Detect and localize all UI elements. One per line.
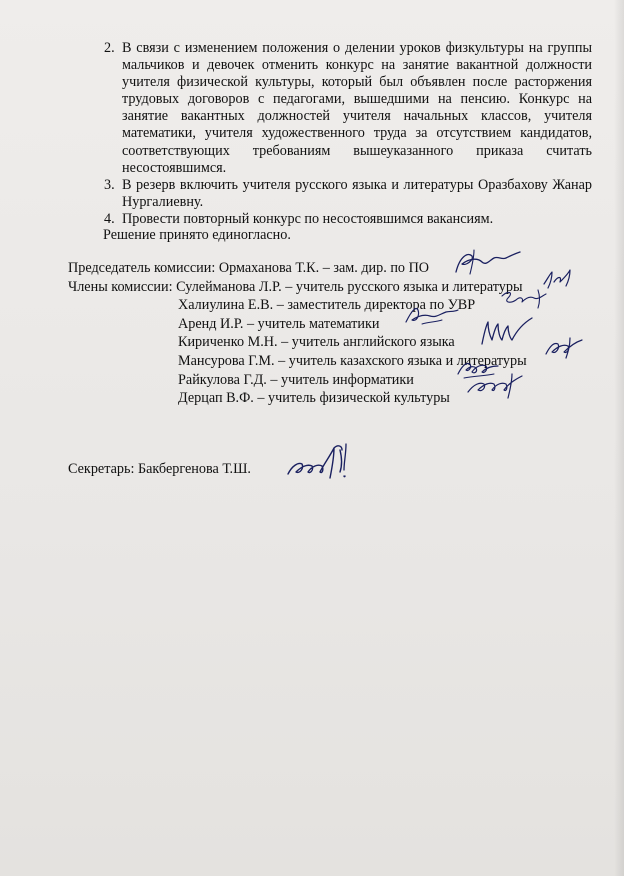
chair-signature bbox=[452, 246, 524, 276]
list-item bbox=[104, 177, 592, 211]
member-line: Кириченко М.Н. – учитель английского языка bbox=[178, 334, 455, 351]
item-number: 2. bbox=[104, 40, 115, 56]
item-number: 4. bbox=[104, 210, 115, 227]
list-item bbox=[104, 40, 592, 177]
member-line: Дерцап В.Ф. – учитель физической культуры bbox=[178, 390, 450, 407]
resolution-list bbox=[104, 40, 592, 228]
member-line: Аренд И.Р. – учитель математики bbox=[178, 315, 380, 332]
member-signature bbox=[540, 334, 590, 360]
chair-line: Председатель комиссии: Ормаханова Т.К. – зам. дир. по ПО bbox=[68, 260, 430, 276]
member-line: Халиулина Е.В. – заместитель директора по УВР bbox=[178, 297, 476, 314]
member-line: Райкулова Г.Д. – учитель информатики bbox=[178, 371, 414, 388]
members-first-line bbox=[68, 278, 527, 297]
list-item bbox=[104, 211, 592, 228]
item-text: В резерв включить учителя русского языка и литературы Оразбахову Жанар Нургалиевну. bbox=[122, 176, 592, 210]
member-signature bbox=[464, 370, 530, 400]
members-label: Члены комиссии: bbox=[68, 278, 173, 295]
member-line: Сулейманова Л.Р. – учитель русского языка и литературы bbox=[176, 278, 523, 295]
item-text: Провести повторный конкурс по несостоявшимся вакансиям. bbox=[122, 210, 494, 227]
secretary-signature bbox=[282, 440, 354, 486]
member-signature bbox=[496, 286, 556, 310]
decision-text: Решение принято единогласно. bbox=[103, 227, 291, 243]
commission-block bbox=[68, 259, 527, 408]
item-text: В связи с изменением положения о делении уроков физкультуры на группы мальчиков и девочек отменить конкурс на занятие вакантной должности учителя физической культуры, который был объявлен после расторжения трудовых договоров с педагогами, вышедшими на пенсию. Конкурс на занятие вакантных должностей учителя начальных классов, учителя математики, учителя художественного труда за отсутствием кандидатов, соответствующих требованиям вышеуказанного приказа считать несостоявшимся. bbox=[122, 40, 592, 176]
member-line: Мансурова Г.М. – учитель казахского языка и литературы bbox=[178, 352, 527, 369]
member-signature bbox=[402, 302, 462, 328]
secretary-line: Секретарь: Бакбергенова Т.Ш. bbox=[68, 461, 251, 477]
item-number: 3. bbox=[104, 176, 115, 193]
member-signature bbox=[476, 314, 538, 348]
